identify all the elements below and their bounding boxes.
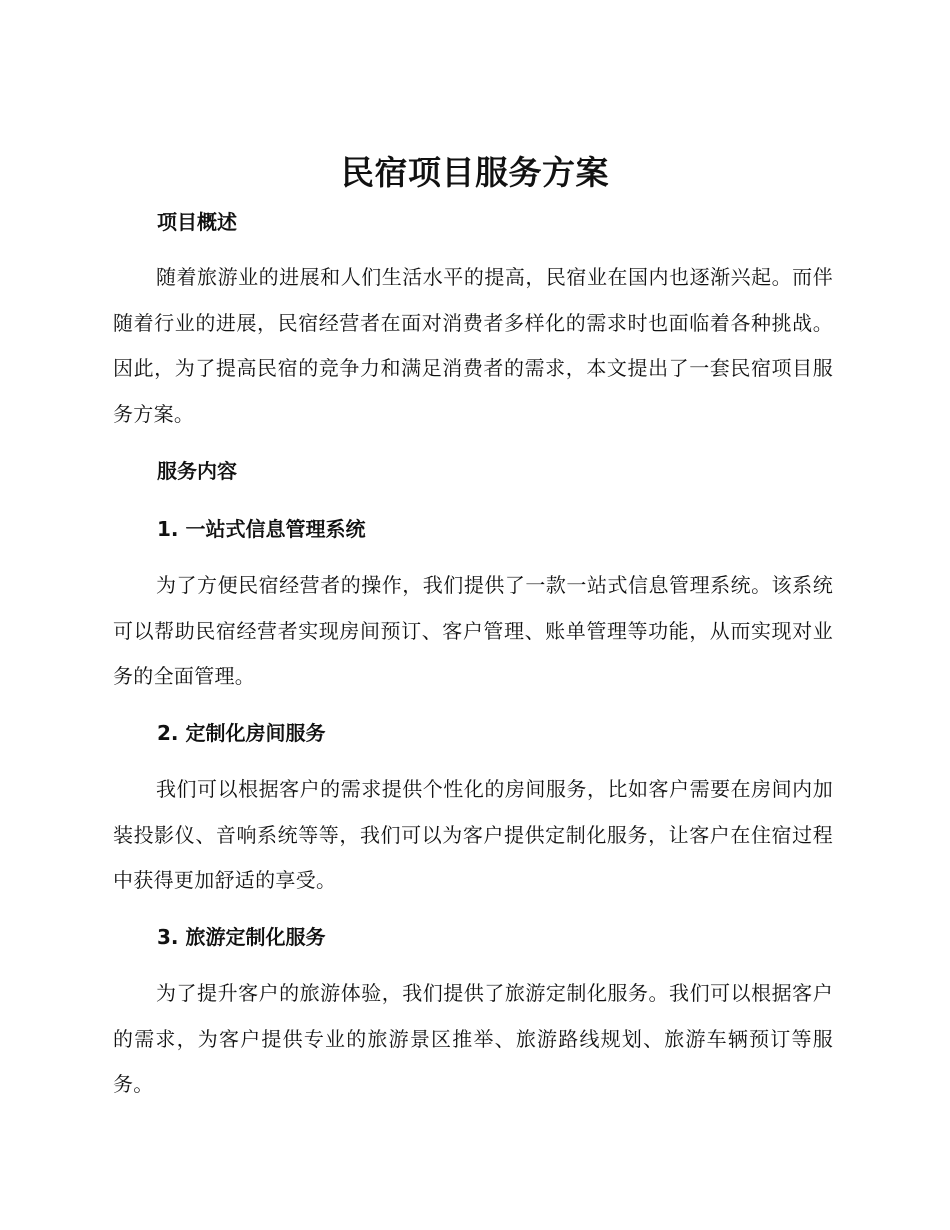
section-heading-overview: 项目概述	[157, 210, 237, 234]
service-item-3-heading: 3. 旅游定制化服务	[157, 925, 326, 949]
service-item-1-heading: 1. 一站式信息管理系统	[157, 517, 366, 541]
document-title: 民宿项目服务方案	[341, 153, 609, 192]
service-item-2-heading: 2. 定制化房间服务	[157, 721, 326, 745]
service-item-1-paragraph: 为了方便民宿经营者的操作，我们提供了一款一站式信息管理系统。该系统可以帮助民宿经营者实现房间预订、客户管理、账单管理等功能，从而实现对业务的全面管理。	[113, 573, 833, 688]
service-item-2-paragraph: 我们可以根据客户的需求提供个性化的房间服务，比如客户需要在房间内加装投影仪、音响系统等等，我们可以为客户提供定制化服务，让客户在住宿过程中获得更加舒适的享受。	[113, 777, 833, 892]
section-heading-services: 服务内容	[157, 459, 237, 483]
paragraph-overview: 随着旅游业的进展和人们生活水平的提高，民宿业在国内也逐渐兴起。而伴随着行业的进展，民宿经营者在面对消费者多样化的需求时也面临着各种挑战。因此，为了提高民宿的竞争力和满足消费者的需求，本文提出了一套民宿项目服务方案。	[113, 265, 833, 426]
service-item-3-paragraph: 为了提升客户的旅游体验，我们提供了旅游定制化服务。我们可以根据客户的需求，为客户提供专业的旅游景区推举、旅游路线规划、旅游车辆预订等服务。	[113, 981, 833, 1096]
